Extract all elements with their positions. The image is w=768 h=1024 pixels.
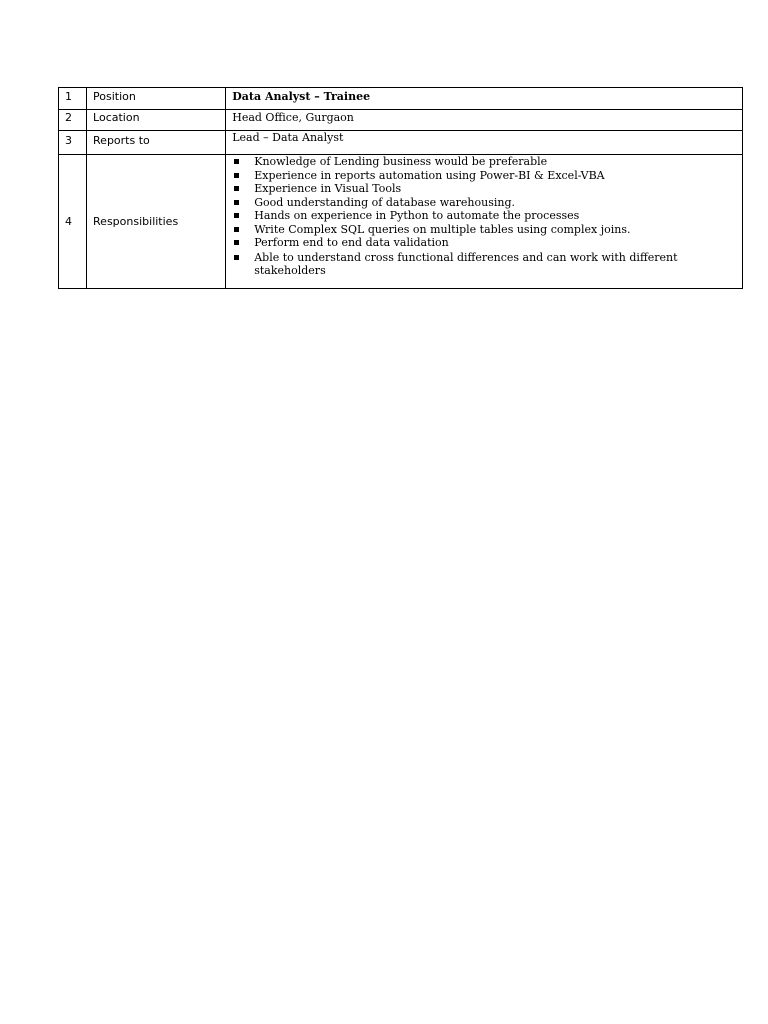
location-value: Head Office, Gurgaon: [226, 110, 743, 131]
row-number: 2: [59, 110, 87, 131]
list-item: Able to understand cross functional differences and can work with different stakeholders: [232, 251, 742, 278]
row-label: Location: [87, 110, 226, 131]
square-bullet-icon: [234, 255, 239, 260]
list-item: Perform end to end data validation: [232, 236, 742, 250]
square-bullet-icon: [234, 227, 239, 232]
row-number: 1: [59, 88, 87, 110]
list-item: Hands on experience in Python to automate the processes: [232, 209, 742, 223]
table-row: [59, 88, 743, 110]
position-value: Data Analyst – Trainee: [226, 88, 743, 110]
job-description-table: [58, 87, 743, 289]
square-bullet-icon: [234, 173, 239, 178]
row-label: Position: [87, 88, 226, 110]
row-label: Responsibilities: [87, 155, 226, 289]
responsibilities-list: [232, 155, 742, 278]
square-bullet-icon: [234, 186, 239, 191]
table-row: [59, 131, 743, 155]
square-bullet-icon: [234, 213, 239, 218]
responsibilities-cell: [226, 155, 743, 289]
list-item: Experience in reports automation using Power-BI & Excel-VBA: [232, 169, 742, 183]
row-number: 4: [59, 155, 87, 289]
table-row: [59, 110, 743, 131]
square-bullet-icon: [234, 200, 239, 205]
table-row: [59, 155, 743, 289]
list-item: Write Complex SQL queries on multiple tables using complex joins.: [232, 223, 742, 237]
row-label: Reports to: [87, 131, 226, 155]
row-number: 3: [59, 131, 87, 155]
square-bullet-icon: [234, 159, 239, 164]
list-item: Good understanding of database warehousing.: [232, 196, 742, 210]
reports-to-value: Lead – Data Analyst: [226, 131, 743, 155]
square-bullet-icon: [234, 240, 239, 245]
list-item: Knowledge of Lending business would be preferable: [232, 155, 742, 169]
list-item: Experience in Visual Tools: [232, 182, 742, 196]
